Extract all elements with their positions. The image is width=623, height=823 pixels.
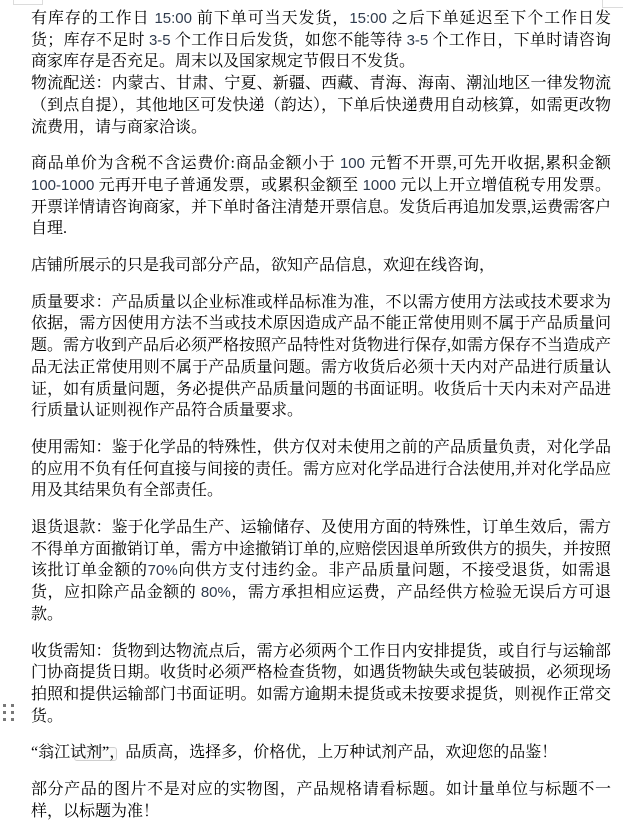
latin-number: 3-5 xyxy=(406,31,429,49)
latin-number: 100-1000 xyxy=(31,176,95,194)
latin-number: 70% xyxy=(147,562,178,580)
drag-dot xyxy=(3,704,6,707)
cropped-box-top-right xyxy=(602,0,623,8)
paragraph: 收货需知：货物到达物流点后，需方必须两个工作日内安排提货，或自行与运输部门协商提货日期。收货时必须严格检查货物，如遇货物缺失或包装破损，必须现场拍照和提供运输部门书面证明。如需方逾期未提货或未按要求提货，则视作正常交货。 xyxy=(31,642,611,725)
latin-number: 15:00 xyxy=(154,10,192,27)
cropped-box-top-left xyxy=(13,0,43,5)
drag-dot xyxy=(11,711,14,714)
drag-dot xyxy=(3,718,6,721)
paragraph: 商品单价为含税不含运费价:商品金额小于 100 元暂不开票,可先开收据,累积金额 100-1000 元再开电子普通发票，或累积金额至 1000 元以上开立增值税专用发票。开票详情请咨询商家，并下单时备注清楚开票信息。发货后再追加发票,运费需客户自理. xyxy=(31,155,612,238)
drag-handle-dots-icon[interactable] xyxy=(3,704,14,721)
latin-number: 1000 xyxy=(362,176,396,194)
drag-dot xyxy=(3,711,6,714)
latin-number: 100 xyxy=(339,155,365,173)
paragraph: 店铺所展示的只是我司部分产品，欲知产品信息，欢迎在线咨询， xyxy=(31,257,496,275)
latin-number: 15:00 xyxy=(349,10,387,27)
latin-number: 3-5 xyxy=(148,31,171,49)
paragraph: “翁江试剂”，品质高，选择多，价格优，上万种试剂产品，欢迎您的品鉴！ xyxy=(31,744,558,762)
paragraph: 物流配送：内蒙古、甘肃、宁夏、新疆、西藏、青海、海南、潮汕地区一律发物流（到点自提），其他地区可发快递（韵达），下单后快递费用自动核算，如需更改物流费用，请与商家洽谈。 xyxy=(31,75,611,136)
paragraph: 有库存的工作日 15:00 前下单可当天发货，15:00 之后下单延迟至下个工作日发货；库存不足时 3-5 个工作日后发货，如您不能等待 3-5 个工作日，下单时请咨询商家库存是否充足。周末以及国家规定节假日不发货。 xyxy=(31,10,611,71)
paragraph: 使用需知：鉴于化学品的特殊性，供方仅对未使用之前的产品质量负责，对化学品的应用不负有任何直接与间接的责任。需方应对化学品进行合法使用,并对化学品应用及其结果负有全部责任。 xyxy=(31,438,612,500)
drag-dot xyxy=(11,704,14,707)
paragraph: 质量要求：产品质量以企业标准或样品标准为准，不以需方使用方法或技术要求为依据，需方因使用方法不当或技术原因造成产品不能正常使用则不属于产品质量问题。需方收到产品后必须严格按照产品特性对货物进行保存,如需方保存不当造成产品无法正常使用则不属于产品质量问题。需方收货后必须十天内对产品进行质量认证，如有质量问题，务必提供产品质量问题的书面证明。收货后十天内未对产品进行质量认证则视作产品符合质量要求。 xyxy=(31,293,612,420)
latin-number: 80% xyxy=(200,584,231,602)
drag-dot xyxy=(11,718,14,721)
document-body xyxy=(31,8,611,823)
paragraph: 部分产品的图片不是对应的实物图，产品规格请看标题。如计量单位与标题不一样，以标题为准！ xyxy=(31,781,611,820)
paragraph: 退货退款：鉴于化学品生产、运输储存、及使用方面的特殊性，订单生效后，需方不得单方面撤销订单，需方中途撤销订单的,应赔偿因退单所致供方的损失，并按照该批订单金额的70%向供方支付违约金。非产品质量问题，不接受退货，如需退货，应扣除产品金额的 80%，需方承担相应运费，产品经供方检验无误后方可退款。 xyxy=(31,519,612,623)
